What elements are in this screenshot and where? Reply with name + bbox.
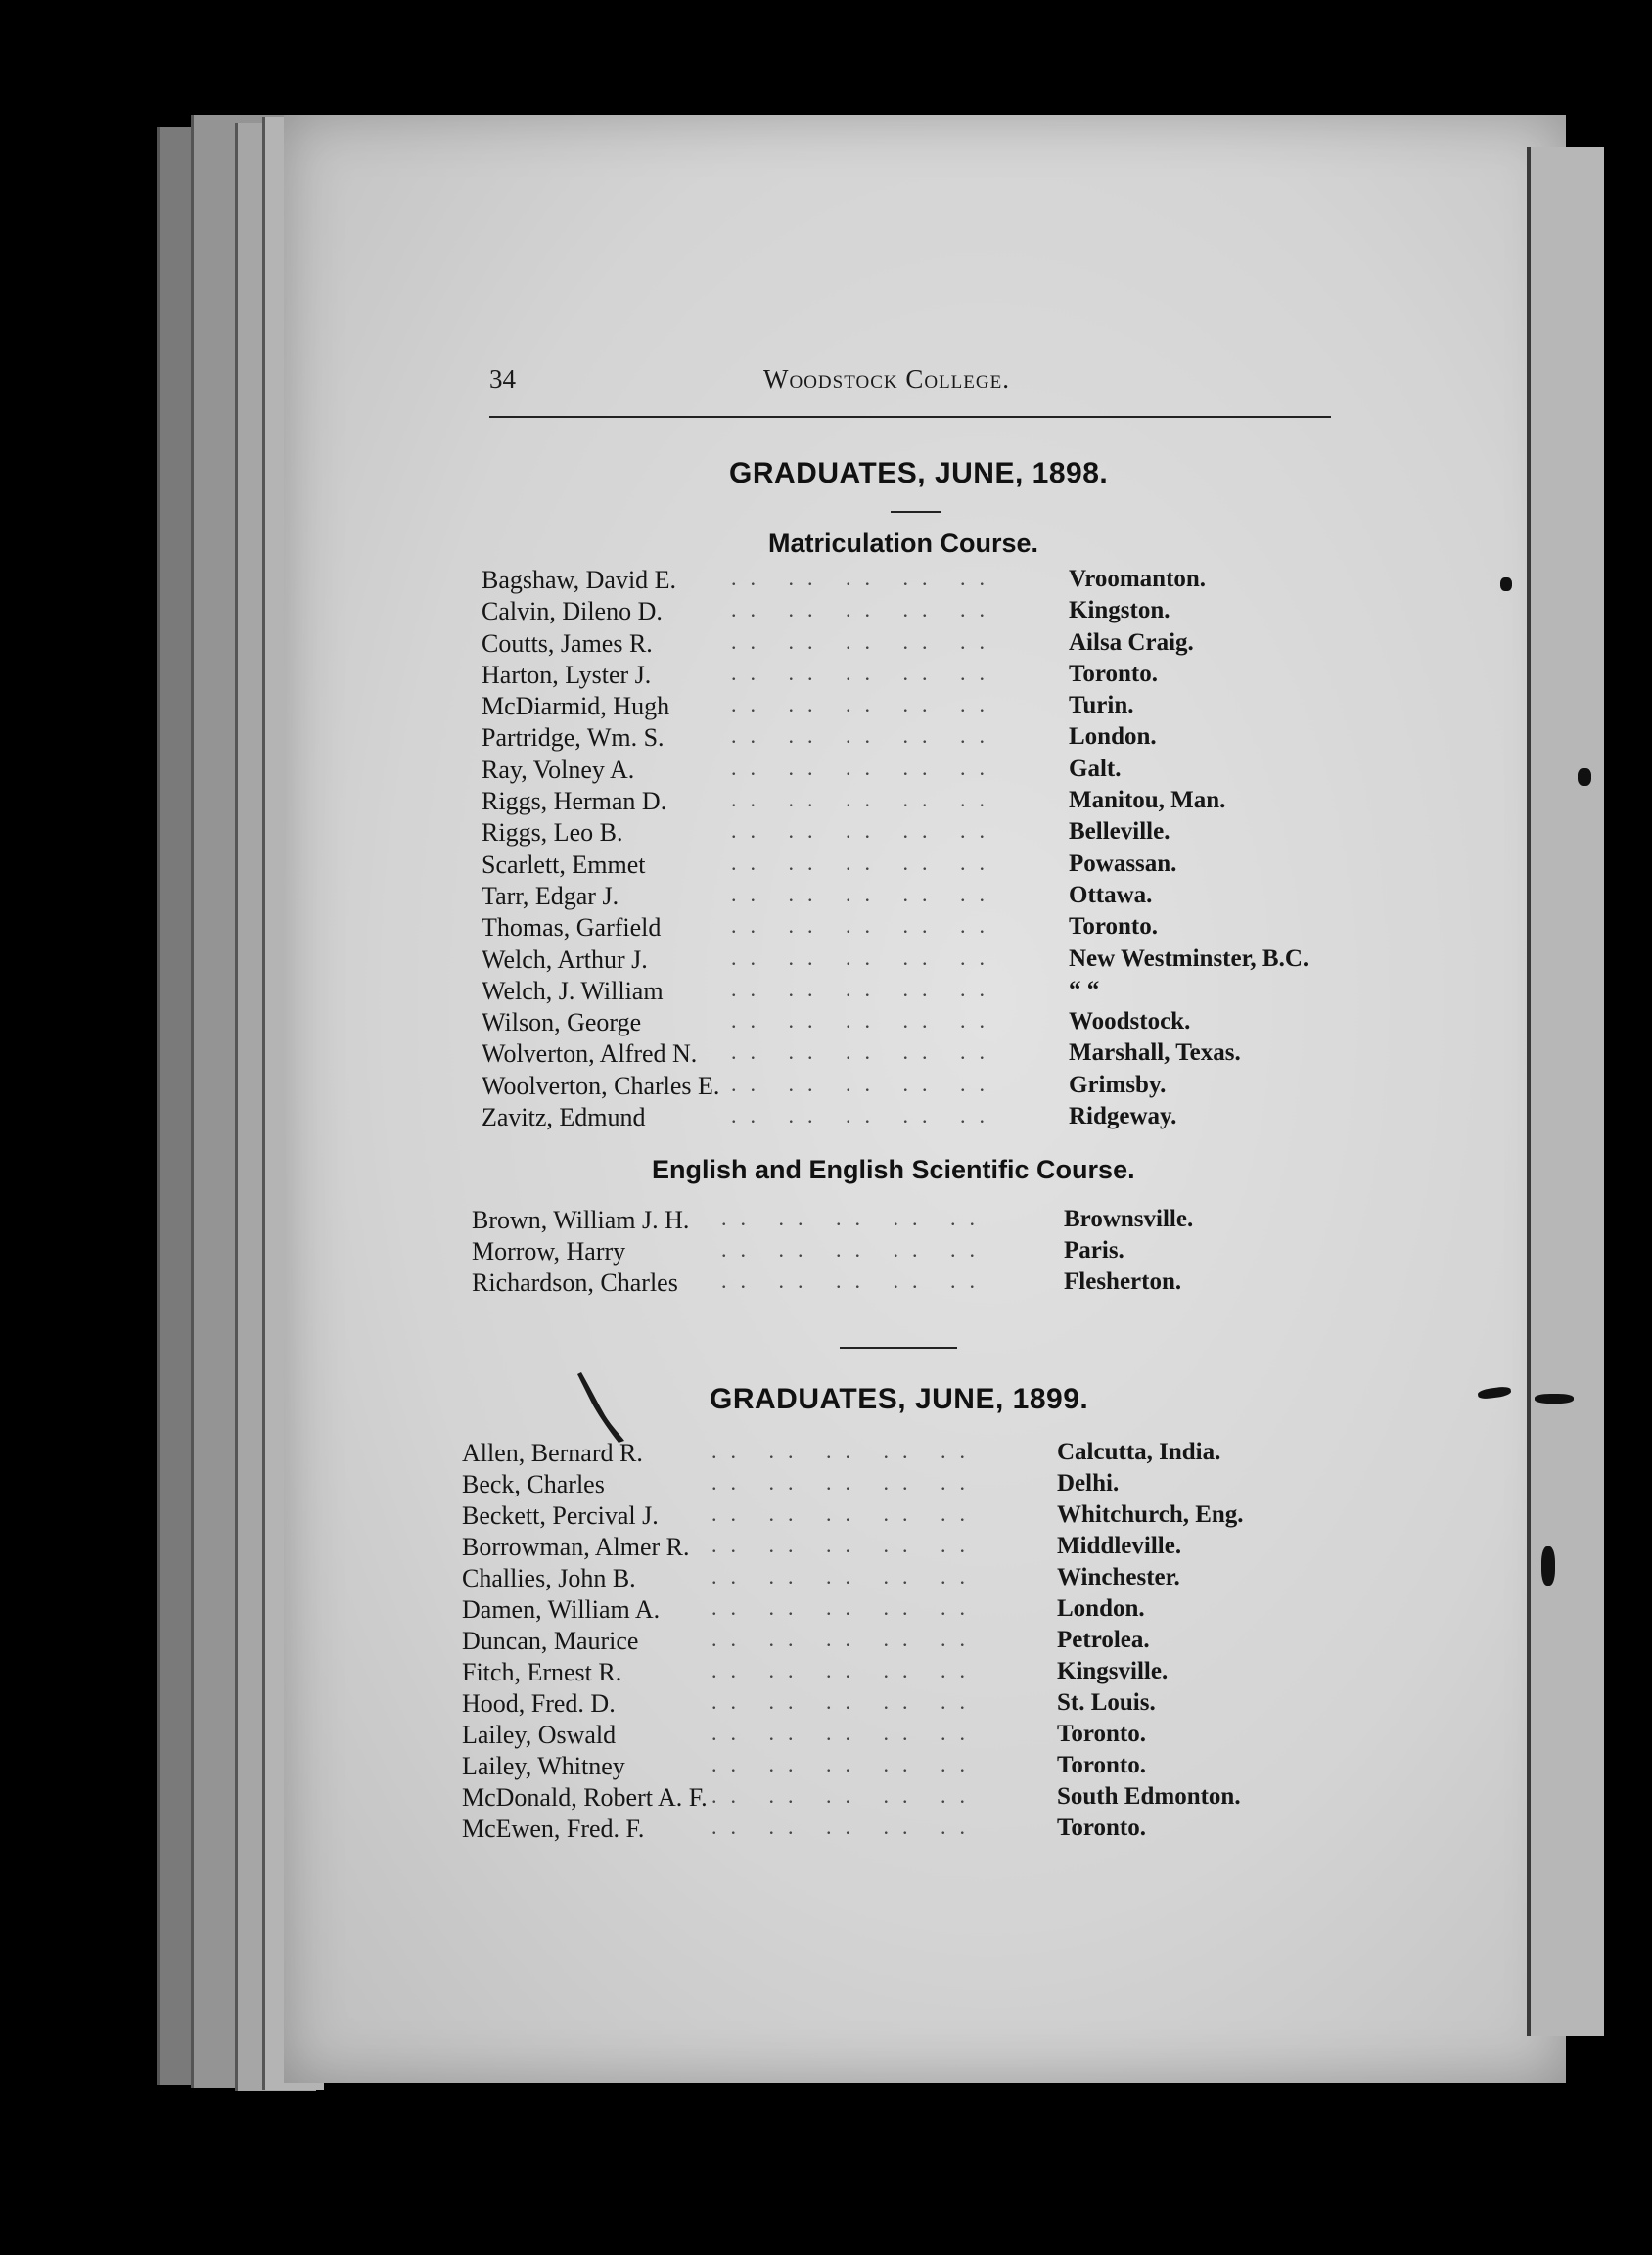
roster-entry xyxy=(462,1564,1323,1595)
graduate-name: Fitch, Ernest R. xyxy=(462,1658,622,1686)
graduate-name: Welch, J. William xyxy=(482,976,664,1005)
roster-entry xyxy=(482,977,1343,1008)
graduate-name: Morrow, Harry xyxy=(472,1237,626,1266)
graduate-name: Wilson, George xyxy=(482,1008,642,1037)
graduate-hometown: Woodstock. xyxy=(1069,1008,1191,1035)
graduate-hometown: Vroomanton. xyxy=(1069,566,1207,592)
roster-entry xyxy=(462,1658,1323,1689)
graduate-name: Brown, William J. H. xyxy=(472,1206,690,1234)
page-number: 34 xyxy=(489,364,516,393)
dot-leader: .. .. .. .. .. xyxy=(731,976,998,1001)
roster-entry xyxy=(482,945,1343,977)
dot-leader: .. .. .. .. .. xyxy=(711,1658,979,1682)
graduate-hometown: London. xyxy=(1069,723,1157,751)
graduate-name: Scarlett, Emmet xyxy=(482,850,646,879)
dot-leader: .. .. .. .. .. xyxy=(731,818,998,844)
dot-leader: .. .. .. .. .. xyxy=(711,1595,979,1620)
section-separator xyxy=(840,1347,957,1349)
dot-leader: .. .. .. .. .. xyxy=(711,1564,979,1588)
margin-stain xyxy=(1500,577,1512,591)
dot-leader: .. .. .. .. .. xyxy=(711,1721,979,1745)
graduate-name: Zavitz, Edmund xyxy=(482,1103,646,1132)
dot-leader: .. .. .. .. .. xyxy=(711,1783,979,1808)
roster-entry xyxy=(482,692,1343,723)
roster-entry xyxy=(482,818,1343,850)
roster-entry xyxy=(482,882,1343,913)
roster-entry xyxy=(482,597,1343,628)
graduate-name: Lailey, Whitney xyxy=(462,1752,625,1780)
roster-entry xyxy=(482,1039,1343,1071)
graduate-name: Ray, Volney A. xyxy=(482,755,635,784)
roster-entry xyxy=(472,1237,1333,1268)
section-title-1899: GRADUATES, JUNE, 1899. xyxy=(710,1383,1089,1415)
roster-entry xyxy=(462,1439,1323,1470)
graduate-hometown: Brownsville. xyxy=(1064,1206,1194,1232)
graduate-name: Richardson, Charles xyxy=(472,1268,678,1297)
graduate-name: Beck, Charles xyxy=(462,1470,605,1498)
roster-entry xyxy=(482,661,1343,692)
dot-leader: .. .. .. .. .. xyxy=(731,755,998,780)
dot-leader: .. .. .. .. .. xyxy=(711,1501,979,1526)
roster-entry xyxy=(472,1268,1333,1300)
roster-entry xyxy=(462,1721,1323,1752)
dot-leader: .. .. .. .. .. xyxy=(721,1268,988,1293)
dot-leader: .. .. .. .. .. xyxy=(711,1533,979,1557)
roster-entry xyxy=(482,756,1343,787)
english-roster xyxy=(472,1206,1333,1300)
roster-entry xyxy=(482,1072,1343,1103)
margin-stain xyxy=(1541,1546,1555,1586)
graduate-hometown: Toronto. xyxy=(1057,1721,1147,1747)
roster-entry xyxy=(462,1533,1323,1564)
roster-entry xyxy=(482,566,1343,597)
graduate-hometown: Flesherton. xyxy=(1064,1268,1182,1295)
graduate-name: Bagshaw, David E. xyxy=(482,566,677,594)
graduate-hometown: Toronto. xyxy=(1069,913,1159,941)
dot-leader: .. .. .. .. .. xyxy=(731,1008,998,1034)
dot-leader: .. .. .. .. .. xyxy=(731,913,998,939)
matriculation-roster xyxy=(482,566,1343,1134)
margin-stain xyxy=(1578,768,1591,786)
graduate-hometown: Paris. xyxy=(1064,1237,1124,1264)
graduate-hometown: Turin. xyxy=(1069,692,1134,719)
graduate-name: Challies, John B. xyxy=(462,1564,636,1592)
section-title-1898: GRADUATES, JUNE, 1898. xyxy=(729,457,1109,489)
graduate-hometown: Toronto. xyxy=(1057,1752,1147,1778)
dot-leader: .. .. .. .. .. xyxy=(721,1237,988,1262)
graduate-name: Borrowman, Almer R. xyxy=(462,1533,690,1561)
graduate-hometown: Ailsa Craig. xyxy=(1069,628,1194,656)
graduate-hometown: Galt. xyxy=(1069,755,1122,782)
dot-leader: .. .. .. .. .. xyxy=(711,1689,979,1714)
graduate-name: Riggs, Leo B. xyxy=(482,818,623,848)
dot-leader: .. .. .. .. .. xyxy=(731,692,998,717)
header-rule xyxy=(489,416,1331,418)
graduate-hometown: Kingston. xyxy=(1069,597,1170,624)
graduate-hometown: Powassan. xyxy=(1069,850,1177,877)
graduate-name: Damen, William A. xyxy=(462,1595,661,1624)
roster-entry xyxy=(482,913,1343,944)
roster-entry xyxy=(462,1783,1323,1815)
graduate-name: Riggs, Herman D. xyxy=(482,787,667,816)
roster-entry xyxy=(482,787,1343,818)
graduate-name: Partridge, Wm. S. xyxy=(482,723,665,753)
dot-leader: .. .. .. .. .. xyxy=(711,1470,979,1495)
running-head: Woodstock College. xyxy=(763,364,1010,393)
graduate-hometown: Toronto. xyxy=(1057,1815,1147,1841)
roster-entry xyxy=(482,723,1343,755)
graduate-hometown: Ottawa. xyxy=(1069,881,1153,908)
graduate-name: Coutts, James R. xyxy=(482,628,653,658)
dot-leader: .. .. .. .. .. xyxy=(731,787,998,812)
roster-entry xyxy=(462,1689,1323,1721)
graduate-hometown: Petrolea. xyxy=(1057,1627,1150,1653)
roster-entry xyxy=(472,1206,1333,1237)
graduate-hometown: St. Louis. xyxy=(1057,1689,1156,1716)
graduate-hometown: Calcutta, India. xyxy=(1057,1439,1221,1465)
dot-leader: .. .. .. .. .. xyxy=(721,1206,988,1230)
section-separator xyxy=(891,511,941,513)
ink-smudge xyxy=(575,1368,629,1445)
graduate-hometown: Grimsby. xyxy=(1069,1071,1167,1098)
graduate-hometown: Whitchurch, Eng. xyxy=(1057,1501,1244,1528)
dot-leader: .. .. .. .. .. xyxy=(731,850,998,875)
dot-leader: .. .. .. .. .. xyxy=(731,1103,998,1128)
graduate-hometown: Belleville. xyxy=(1069,818,1170,846)
graduate-hometown: New Westminster, B.C. xyxy=(1069,944,1309,972)
graduate-hometown: London. xyxy=(1057,1595,1145,1622)
graduate-name: Beckett, Percival J. xyxy=(462,1501,659,1530)
roster-entry xyxy=(482,1008,1343,1039)
graduate-name: Lailey, Oswald xyxy=(462,1721,617,1749)
graduate-name: Harton, Lyster J. xyxy=(482,660,652,689)
dot-leader: .. .. .. .. .. xyxy=(731,597,998,622)
dot-leader: .. .. .. .. .. xyxy=(731,881,998,906)
dot-leader: .. .. .. .. .. xyxy=(711,1627,979,1651)
graduate-name: Thomas, Garfield xyxy=(482,913,662,943)
graduate-name: Woolverton, Charles E. xyxy=(482,1071,720,1100)
matriculation-course-title: Matriculation Course. xyxy=(768,529,1039,558)
graduate-name: Hood, Fred. D. xyxy=(462,1689,616,1718)
roster-entry xyxy=(462,1627,1323,1658)
graduate-hometown: Toronto. xyxy=(1069,660,1159,687)
graduate-name: Calvin, Dileno D. xyxy=(482,597,663,626)
graduate-hometown: Manitou, Man. xyxy=(1069,787,1226,814)
dot-leader: .. .. .. .. .. xyxy=(711,1815,979,1839)
graduate-name: Allen, Bernard R. xyxy=(462,1439,643,1467)
roster-entry xyxy=(482,1103,1343,1134)
graduate-name: McDiarmid, Hugh xyxy=(482,692,670,721)
dot-leader: .. .. .. .. .. xyxy=(711,1752,979,1776)
graduate-hometown: Winchester. xyxy=(1057,1564,1180,1590)
roster-entry xyxy=(482,851,1343,882)
graduate-hometown: Middleville. xyxy=(1057,1533,1182,1559)
graduate-name: Duncan, Maurice xyxy=(462,1627,639,1655)
roster-entry xyxy=(462,1752,1323,1783)
graduate-name: Welch, Arthur J. xyxy=(482,944,648,974)
roster-entry xyxy=(462,1595,1323,1627)
graduate-name: McDonald, Robert A. F. xyxy=(462,1783,708,1812)
dot-leader: .. .. .. .. .. xyxy=(731,660,998,685)
roster-entry xyxy=(462,1470,1323,1501)
roster-entry xyxy=(462,1815,1323,1846)
graduate-name: Tarr, Edgar J. xyxy=(482,881,620,910)
graduate-hometown: South Edmonton. xyxy=(1057,1783,1241,1810)
graduate-hometown: Ridgeway. xyxy=(1069,1103,1177,1130)
dot-leader: .. .. .. .. .. xyxy=(731,628,998,654)
graduate-hometown: Marshall, Texas. xyxy=(1069,1039,1241,1067)
margin-stain xyxy=(1535,1394,1574,1404)
graduate-hometown: Delhi. xyxy=(1057,1470,1120,1496)
dot-leader: .. .. .. .. .. xyxy=(731,723,998,749)
dot-leader: .. .. .. .. .. xyxy=(731,1039,998,1065)
graduate-hometown: “ “ xyxy=(1069,976,1100,1003)
page-gutter xyxy=(1527,147,1604,2036)
dot-leader: .. .. .. .. .. xyxy=(731,566,998,590)
dot-leader: .. .. .. .. .. xyxy=(731,944,998,970)
dot-leader: .. .. .. .. .. xyxy=(711,1439,979,1463)
graduates-1899-roster xyxy=(462,1439,1323,1846)
roster-entry xyxy=(482,629,1343,661)
graduate-name: McEwen, Fred. F. xyxy=(462,1815,645,1843)
dot-leader: .. .. .. .. .. xyxy=(731,1071,998,1096)
graduate-name: Wolverton, Alfred N. xyxy=(482,1039,698,1069)
english-course-title: English and English Scientific Course. xyxy=(652,1155,1135,1184)
roster-entry xyxy=(462,1501,1323,1533)
graduate-hometown: Kingsville. xyxy=(1057,1658,1169,1684)
